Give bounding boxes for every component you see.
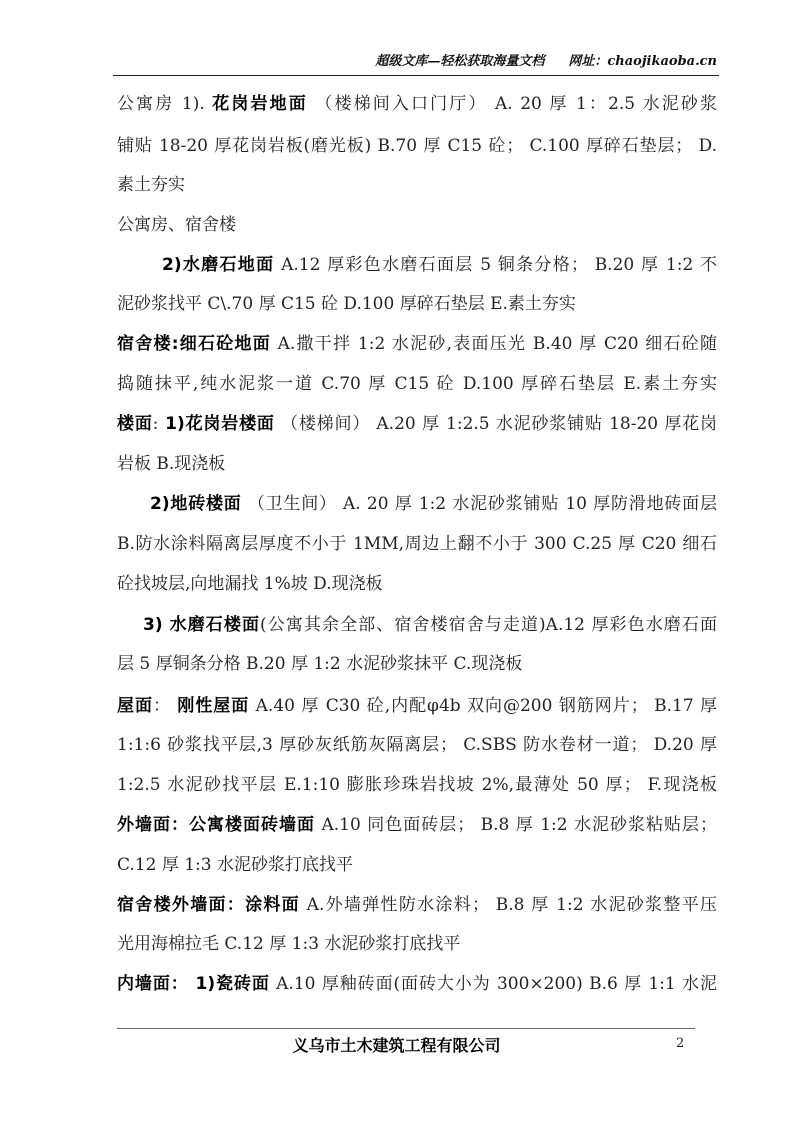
body-text: 岩板 B.现浇板 [117,454,226,474]
body-text: A.10 同色面砖层； B.8 厚 1:2 水泥砂浆粘贴层； [315,815,717,835]
text-line [117,93,717,115]
heading-text: 2)水磨石地面 [162,255,275,275]
body-text: 光用海棉拉毛 C.12 厚 1:3 水泥砂浆打底找平 [117,934,461,954]
text-line [117,533,717,555]
body-text: 公寓房 1). [117,94,213,114]
heading-text: 楼面 [117,414,153,434]
body-text: （卫生间） A. 20 厚 1:2 水泥砂浆铺贴 10 厚防滑地砖面层 [241,494,717,514]
body-text: 砼找坡层,向地漏找 1%坡 D.现浇板 [117,574,383,594]
heading-text: 3) 水磨石楼面 [143,615,261,635]
page-number: 2 [676,1036,685,1051]
header-rule [113,75,719,76]
text-line [117,774,717,796]
page-header [375,50,717,69]
body-text: A.外墙弹性防水涂料； B.8 厚 1:2 水泥砂浆整平压 [299,895,717,915]
heading-text: 外墙面：公寓楼面砖墙面 [117,815,316,835]
body-text: A.10 厚釉砖面(面砖大小为 300×200) B.6 厚 1:1 水泥 [269,974,717,994]
text-line [117,373,717,395]
heading-text: 刚性屋面 [177,696,250,716]
body-text: 素土夯实 [117,175,185,195]
text-line [117,933,717,955]
body-text: (公寓其余全部、宿舍楼宿舍与走道)A.12 厚彩色水磨石面 [260,615,717,635]
footer-rule [117,1028,695,1029]
body-text: （楼梯间入口门厅） A. 20 厚 1：2.5 水泥砂浆 [307,94,717,114]
body-text: 泥砂浆找平 C\.70 厚 C15 砼 D.100 厚碎石垫层 E.素土夯实 [117,294,576,314]
header-site: 超级文库—轻松获取海量文档 [375,54,545,69]
text-line [117,333,717,355]
text-line [162,254,717,276]
text-line [117,214,717,236]
body-text: ： [152,696,178,716]
heading-text: 宿舍楼:细石砼地面 [117,334,271,354]
text-line [117,734,717,756]
body-text: B.防水涂料隔离层厚度不小于 1MM,周边上翻不小于 300 C.25 厚 C20 细石 [117,534,717,554]
text-line [117,814,717,836]
text-line [117,413,717,435]
text-line [117,573,717,595]
text-line [117,695,717,717]
body-text: 1:2.5 水泥砂找平层 E.1:10 膨胀珍珠岩找坡 2%,最薄处 50 厚； F.现浇板 [117,775,717,795]
body-text: 铺贴 18-20 厚花岗岩板(磨光板) B.70 厚 C15 砼； C.100 厚碎石垫层； D. [117,136,717,156]
body-text: A.40 厚 C30 砼,内配φ4b 双向@200 钢筋网片； B.17 厚 [249,696,717,716]
text-line [117,854,717,876]
text-line [117,135,717,157]
body-text: : [152,414,159,434]
heading-text: 内墙面： 1)瓷砖面 [117,974,270,994]
body-text: 捣随抹平,纯水泥浆一道 C.70 厚 C15 砼 D.100 厚碎石垫层 E.素土夯实 [117,374,717,394]
heading-text: 屋面 [117,696,153,716]
body-text: （楼梯间） A.20 厚 1:2.5 水泥砂浆铺贴 18-20 厚花岗 [274,414,717,434]
header-url: 网址：chaojikaoba.cn [568,54,717,69]
body-text: C.12 厚 1:3 水泥砂浆打底找平 [117,855,354,875]
text-line [117,293,717,315]
heading-text: 2)地砖楼面 [150,494,242,514]
heading-text: 宿舍楼外墙面：涂料面 [117,895,300,915]
heading-text: 花岗岩地面 [212,94,308,114]
text-line [117,174,717,196]
heading-text: 1)花岗岩楼面 [158,414,275,434]
body-text: 1:1:6 砂浆找平层,3 厚砂灰纸筋灰隔离层； C.SBS 防水卷材一道； D.20 厚 [117,735,717,755]
text-line [117,973,717,995]
footer-company: 义乌市土木建筑工程有限公司 [292,1036,501,1055]
text-line [117,894,717,916]
body-text: A.12 厚彩色水磨石面层 5 铜条分格； B.20 厚 1:2 不 [274,255,717,275]
body-text: A.撒干拌 1:2 水泥砂,表面压光 B.40 厚 C20 细石砼随 [270,334,717,354]
body-text: 层 5 厚铜条分格 B.20 厚 1:2 水泥砂浆抹平 C.现浇板 [117,654,523,674]
text-line [150,493,717,515]
body-text: 公寓房、宿舍楼 [117,215,236,235]
text-line [143,614,717,636]
text-line [117,453,717,475]
text-line [117,653,717,675]
